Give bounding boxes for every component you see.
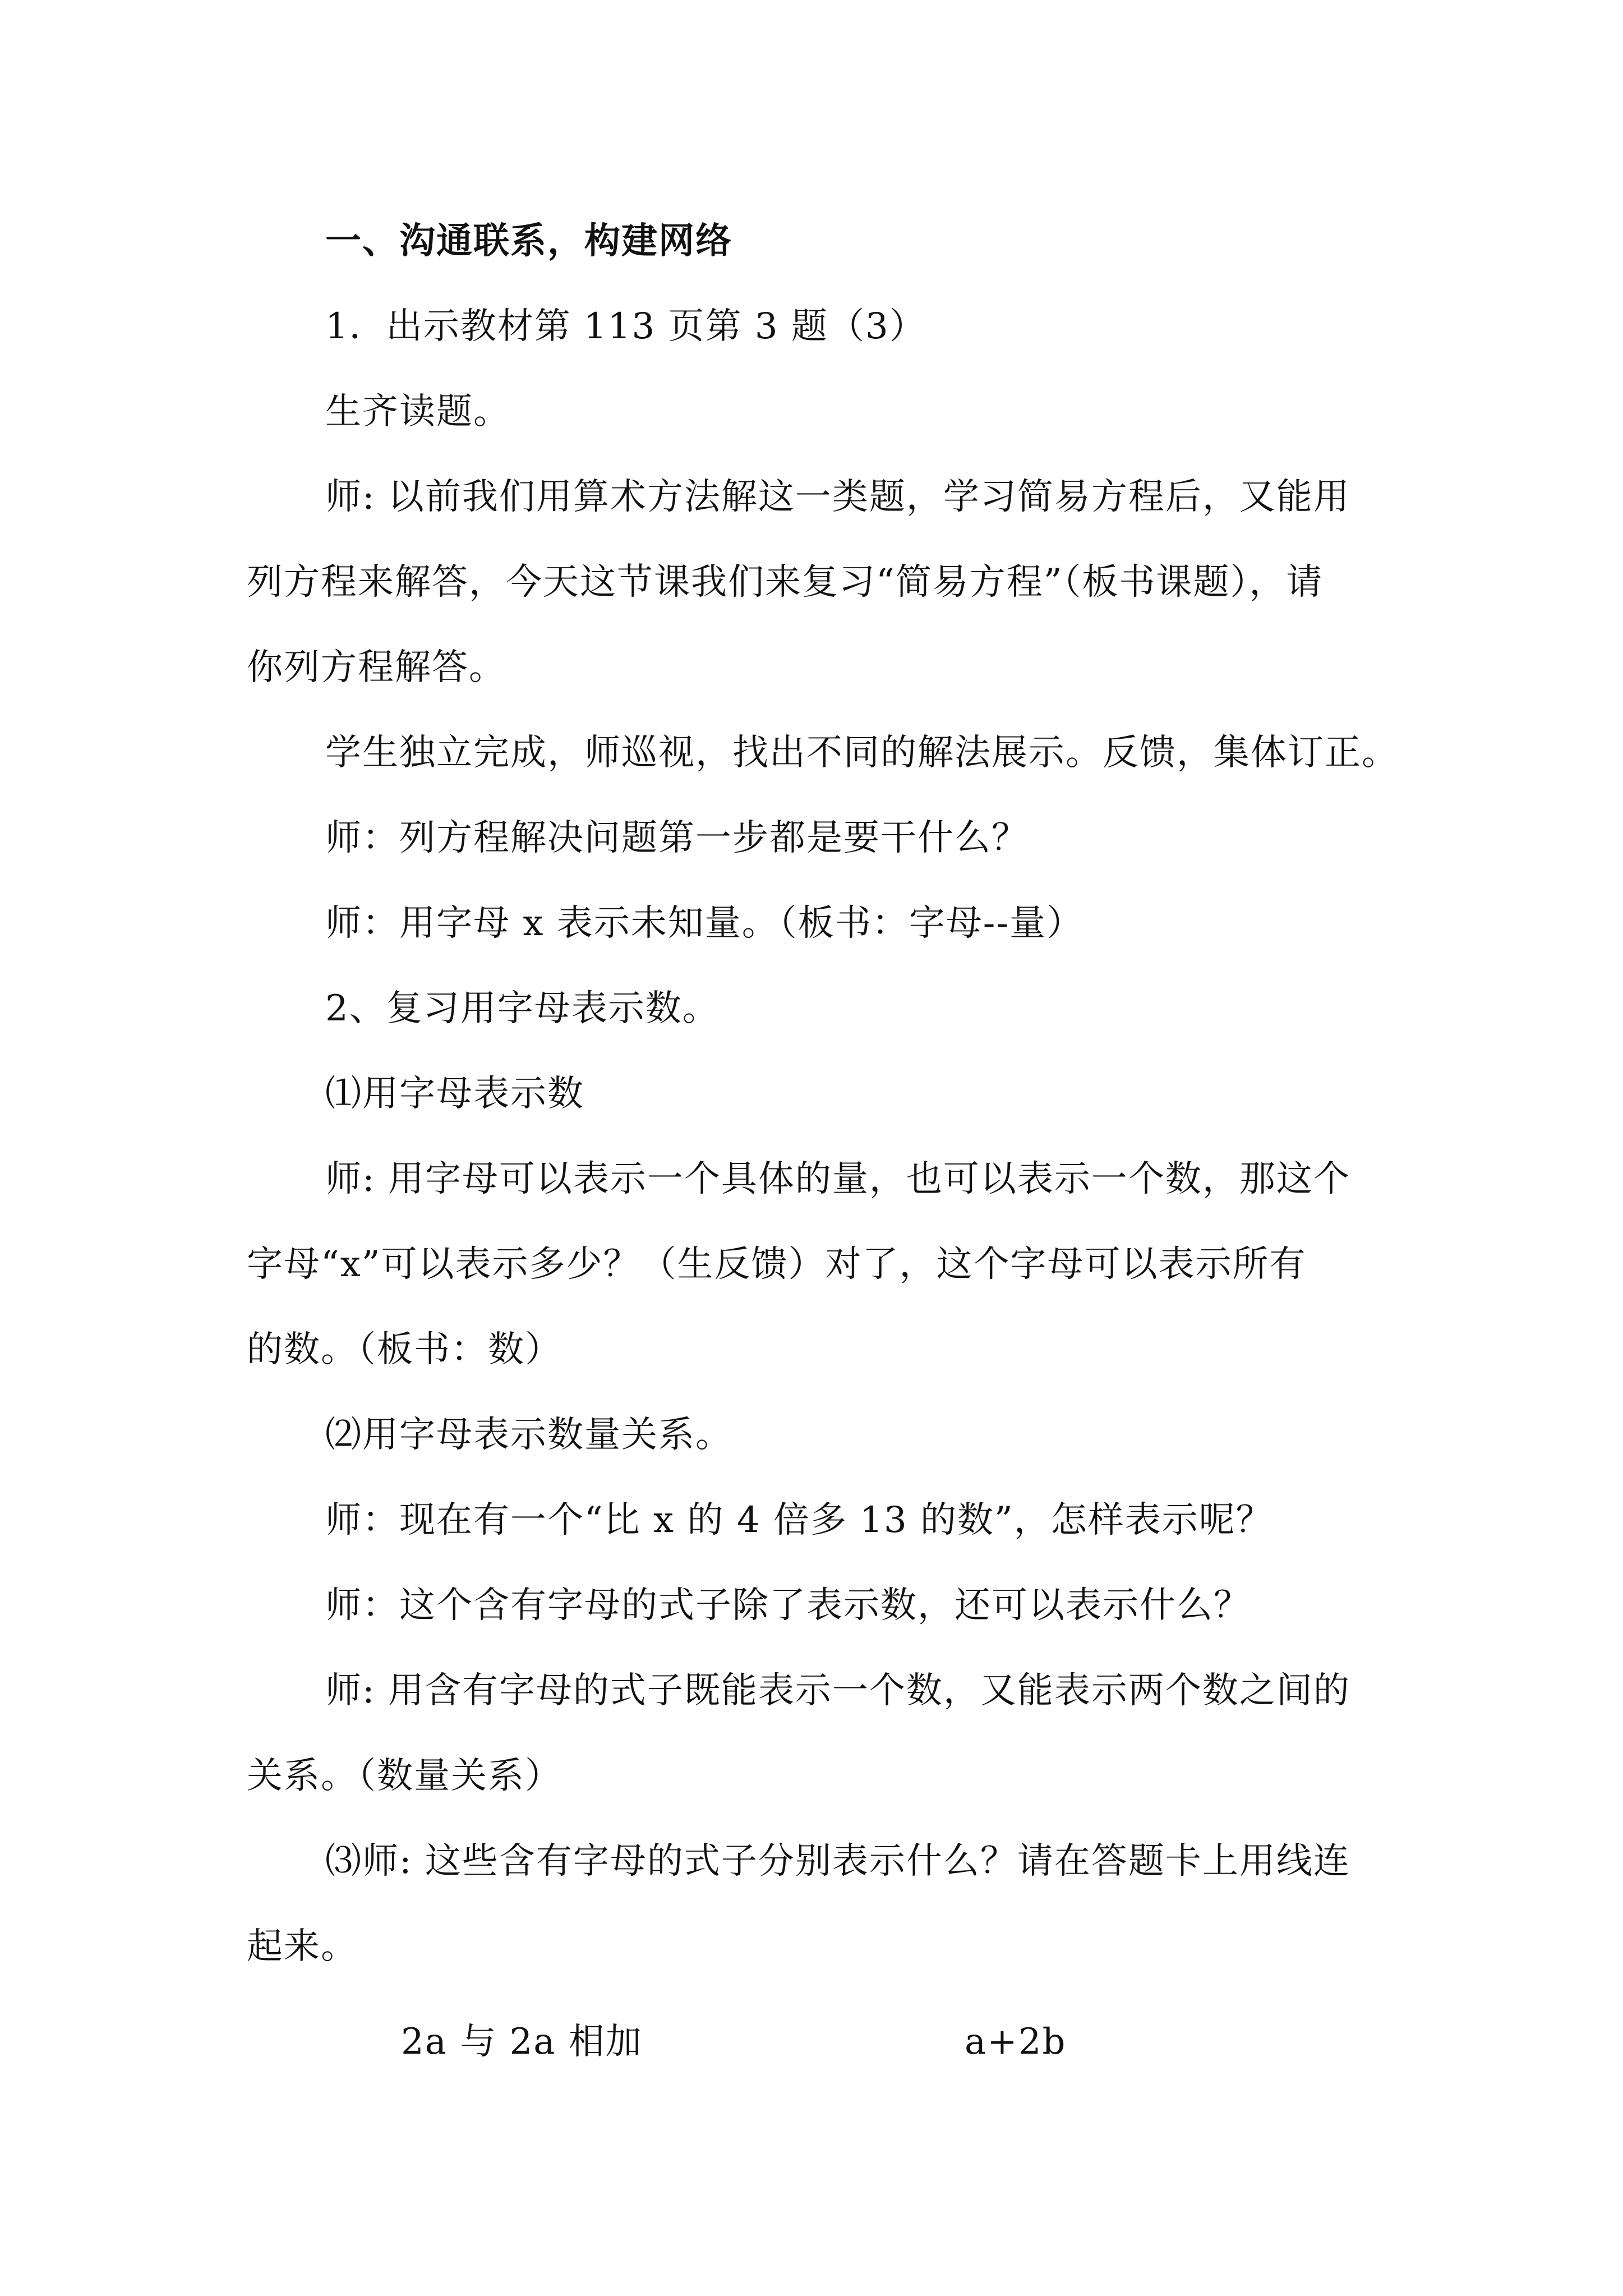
paragraph-line: 起来。 (247, 1926, 358, 1967)
matching-left-item: 2a 与 2a 相加 (401, 2021, 643, 2063)
paragraph-line: 列方程来解答，今天这节课我们来复习“简易方程”（板书课题），请 (247, 562, 1324, 603)
paragraph-line: 师：这个含有字母的式子除了表示数，还可以表示什么？ (325, 1585, 1251, 1626)
paragraph-line: 师：用字母 x 表示未知量。（板书：字母--量） (325, 903, 1084, 944)
section-heading: 一、沟通联系，构建网络 (325, 220, 732, 262)
paragraph-line: 学生独立完成，师巡视，找出不同的解法展示。反馈，集体订正。 (325, 732, 1399, 774)
paragraph-line: 你列方程解答。 (247, 647, 506, 688)
paragraph-line: 字母“x”可以表示多少？（生反馈）对了，这个字母可以表示所有 (247, 1244, 1307, 1285)
paragraph-line: 师: 以前我们用算术方法解这一类题，学习简易方程后，又能用 (325, 476, 1350, 518)
paragraph-line: 生齐读题。 (325, 391, 510, 432)
paragraph-line: 关系。（数量关系） (247, 1755, 562, 1797)
paragraph-line: ⑴用字母表示数 (325, 1073, 584, 1115)
paragraph-line: 师: 用含有字母的式子既能表示一个数，又能表示两个数之间的 (325, 1670, 1350, 1711)
paragraph-line: 的数。（板书：数） (247, 1329, 562, 1370)
paragraph-line: 师: 用字母可以表示一个具体的量，也可以表示一个数，那这个 (325, 1158, 1350, 1200)
paragraph-line: 2、复习用字母表示数。 (325, 988, 720, 1029)
paragraph-line: ⑶师: 这些含有字母的式子分别表示什么？请在答题卡上用线连 (325, 1841, 1350, 1882)
paragraph-line: ⑵用字母表示数量关系。 (325, 1414, 732, 1456)
paragraph-line: 师：现在有一个“比 x 的 4 倍多 13 的数”，怎样表示呢？ (325, 1499, 1273, 1541)
paragraph-line: 1．出示教材第 113 页第 3 题（3） (325, 306, 926, 347)
paragraph-line: 师：列方程解决问题第一步都是要干什么？ (325, 817, 1029, 859)
matching-right-item: a+2b (965, 2021, 1067, 2063)
